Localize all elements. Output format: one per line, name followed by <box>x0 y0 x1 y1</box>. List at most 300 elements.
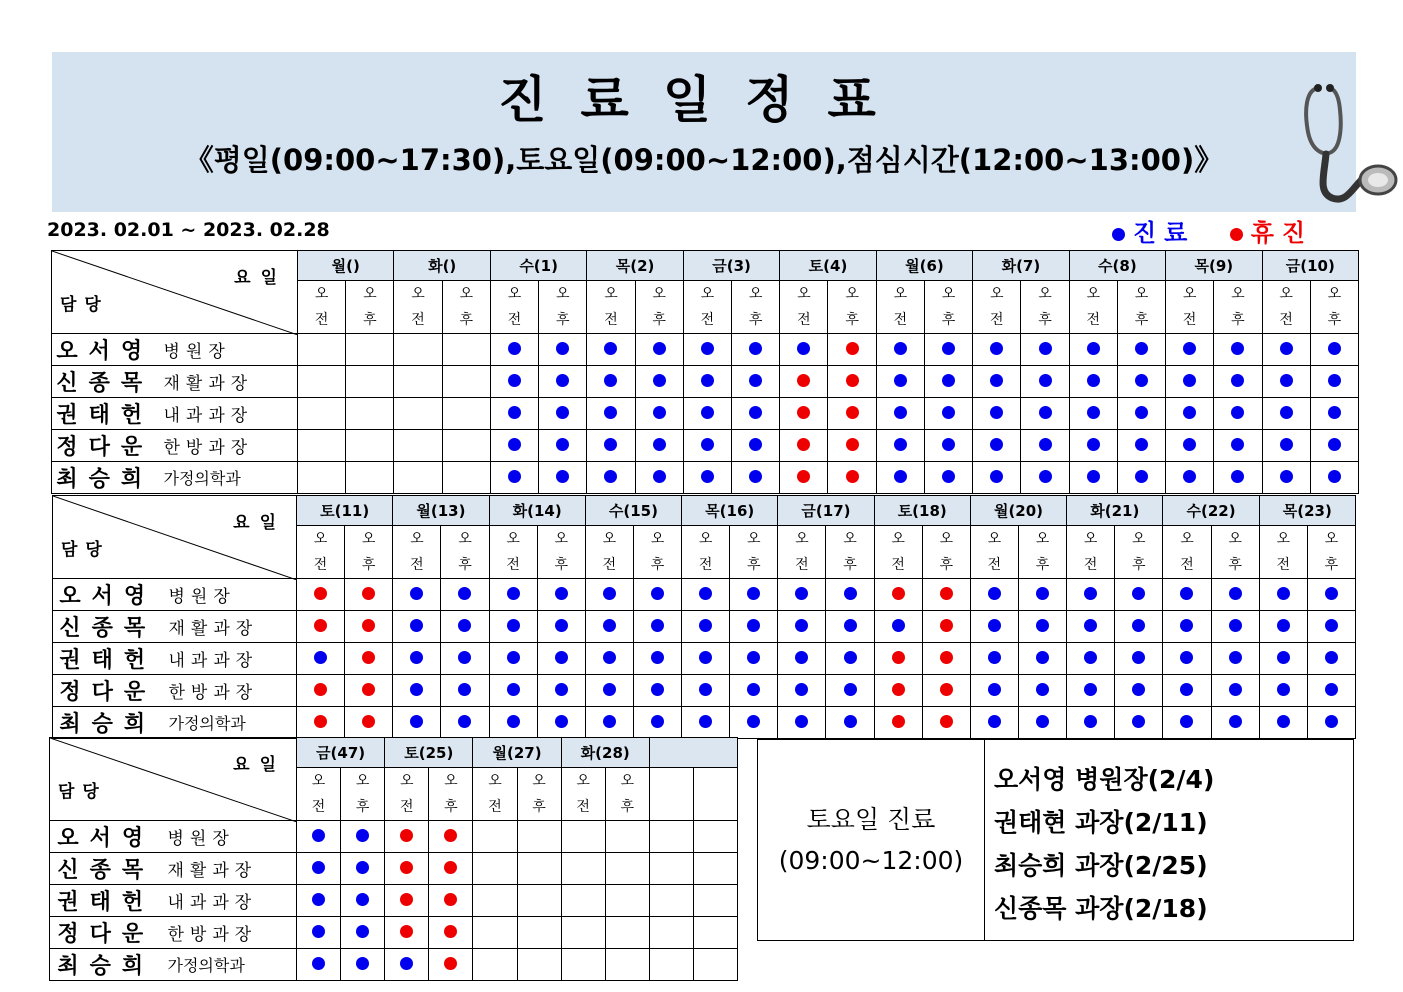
schedule-cell <box>874 707 922 739</box>
subheader-top: 오 <box>399 773 414 789</box>
treat-dot-icon <box>1277 587 1290 600</box>
treat-dot-icon <box>603 619 616 632</box>
closed-dot-icon <box>400 925 413 938</box>
schedule-cell <box>1259 675 1307 707</box>
schedule-cell <box>635 462 683 494</box>
treat-dot-icon <box>1231 406 1244 419</box>
schedule-cell <box>442 366 490 398</box>
schedule-cell <box>561 949 605 981</box>
day-header <box>649 738 737 768</box>
treat-dot-icon <box>1328 406 1341 419</box>
treat-dot-icon <box>604 342 617 355</box>
treat-dot-icon <box>1039 438 1052 451</box>
schedule-cell <box>537 707 585 739</box>
schedule-cell <box>605 821 649 853</box>
subheader-pm <box>442 281 490 334</box>
treat-dot-icon <box>1135 406 1148 419</box>
treat-dot-icon <box>1183 374 1196 387</box>
subheader-bottom: 후 <box>532 799 546 815</box>
legend-closed-label: 휴진 <box>1250 219 1314 247</box>
treat-dot-icon <box>1328 470 1341 483</box>
day-header: 수(22) <box>1163 496 1259 526</box>
schedule-cell <box>1259 707 1307 739</box>
schedule-cell <box>828 462 876 494</box>
schedule-cell <box>429 853 473 885</box>
schedule-cell <box>1211 707 1259 739</box>
subheader-top: 오 <box>361 531 376 547</box>
schedule-cell <box>297 885 341 917</box>
schedule-cell <box>693 853 737 885</box>
subheader-pm <box>341 768 385 821</box>
schedule-cell <box>828 430 876 462</box>
subheader-bottom: 전 <box>488 799 502 815</box>
schedule-cell <box>1211 579 1259 611</box>
schedule-cell <box>635 430 683 462</box>
subheader-top: 오 <box>576 773 590 789</box>
schedule-cell <box>298 366 346 398</box>
subheader-pm <box>826 526 874 579</box>
subheader-top: 오 <box>987 531 1002 547</box>
closed-dot-icon <box>892 715 905 728</box>
treat-dot-icon <box>1039 406 1052 419</box>
hours-subtitle: 《평일(09:00~17:30),토요일(09:00~12:00),점심시간(12:00~13:00)》 <box>184 143 1224 177</box>
treat-dot-icon <box>507 587 520 600</box>
schedule-cell <box>778 707 826 739</box>
schedule-cell <box>297 853 341 885</box>
schedule-cell <box>441 643 489 675</box>
schedule-cell <box>298 430 346 462</box>
schedule-cell <box>1307 675 1355 707</box>
schedule-cell <box>1307 707 1355 739</box>
corner-yoil: 요일 <box>234 268 287 288</box>
treat-dot-icon <box>990 470 1003 483</box>
schedule-cell <box>1115 611 1163 643</box>
subheader-am <box>490 281 538 334</box>
treat-dot-icon <box>508 406 521 419</box>
treat-dot-icon <box>844 683 857 696</box>
corner-yoil: 요일 <box>233 755 286 775</box>
schedule-cell <box>1214 462 1262 494</box>
schedule-cell <box>828 398 876 430</box>
schedule-cell <box>587 462 635 494</box>
schedule-cell <box>649 853 693 885</box>
closed-dot-icon <box>314 587 327 600</box>
schedule-cell <box>693 917 737 949</box>
subheader-top: 오 <box>355 773 370 789</box>
schedule-cell <box>587 334 635 366</box>
schedule-cell <box>633 611 681 643</box>
treat-dot-icon <box>749 374 762 387</box>
schedule-cell <box>1262 430 1310 462</box>
schedule-cell <box>394 366 442 398</box>
schedule-cell <box>429 885 473 917</box>
day-header: 화(7) <box>973 251 1069 281</box>
schedule-cell <box>473 821 517 853</box>
day-header: 금(10) <box>1262 251 1358 281</box>
schedule-cell <box>537 675 585 707</box>
treat-dot-icon <box>1084 683 1097 696</box>
subheader-pm <box>537 526 585 579</box>
header-banner <box>52 52 1356 212</box>
schedule-cell <box>1163 675 1211 707</box>
schedule-cell <box>1018 707 1066 739</box>
schedule-table-3 <box>49 737 738 981</box>
schedule-cell <box>970 579 1018 611</box>
subheader-top: 오 <box>604 286 618 302</box>
schedule-cell <box>1018 643 1066 675</box>
schedule-cell <box>517 917 561 949</box>
schedule-cell <box>970 707 1018 739</box>
treat-dot-icon <box>1328 374 1341 387</box>
treat-dot-icon <box>410 651 423 664</box>
schedule-cell <box>346 430 394 462</box>
schedule-cell <box>1117 430 1165 462</box>
subheader-pm <box>605 768 649 821</box>
closed-dot-icon <box>314 619 327 632</box>
treat-dot-icon <box>1180 715 1193 728</box>
subheader-top: 오 <box>507 286 522 302</box>
treat-dot-icon <box>1135 438 1148 451</box>
schedule-cell <box>730 579 778 611</box>
schedule-cell <box>587 430 635 462</box>
day-header: 화(14) <box>489 496 585 526</box>
schedule-cell <box>1211 643 1259 675</box>
doctor-name: 오서영 <box>53 579 163 611</box>
schedule-cell <box>442 462 490 494</box>
page-title: 진료일정표 <box>498 71 910 129</box>
schedule-cell <box>587 398 635 430</box>
subheader-bottom: 후 <box>458 557 472 573</box>
schedule-table-1 <box>51 250 1359 494</box>
day-header: 목(2) <box>587 251 683 281</box>
schedule-cell <box>394 334 442 366</box>
treat-dot-icon <box>653 438 666 451</box>
subheader-am <box>385 768 429 821</box>
treat-dot-icon <box>894 406 907 419</box>
doctor-name: 신종목 <box>52 366 158 398</box>
subheader-bottom: 전 <box>1182 312 1197 328</box>
treat-dot-icon <box>555 651 568 664</box>
treat-dot-icon <box>747 683 760 696</box>
treat-dot-icon <box>1036 619 1049 632</box>
day-header: 월(6) <box>876 251 972 281</box>
schedule-cell <box>924 334 972 366</box>
treat-dot-icon <box>1135 374 1148 387</box>
subheader-bottom: 전 <box>1276 557 1290 573</box>
subheader-top: 오 <box>1083 531 1098 547</box>
schedule-cell <box>683 334 731 366</box>
schedule-cell <box>826 643 874 675</box>
closed-dot-icon <box>892 651 905 664</box>
subheader-top: 오 <box>698 531 713 547</box>
closed-dot-icon <box>444 893 457 906</box>
subheader-pm <box>429 768 473 821</box>
treat-dot-icon <box>1325 715 1338 728</box>
treat-dot-icon <box>749 438 762 451</box>
subheader-bottom: 후 <box>555 312 570 328</box>
subheader-bottom: 후 <box>1038 312 1052 328</box>
treat-dot-icon <box>942 342 955 355</box>
subheader-bottom: 전 <box>410 557 424 573</box>
schedule-cell <box>297 611 345 643</box>
treat-dot-icon <box>1183 342 1196 355</box>
treat-dot-icon <box>356 861 369 874</box>
treat-dot-icon <box>1229 587 1242 600</box>
subheader-top: 오 <box>1279 286 1293 302</box>
subheader-am <box>1069 281 1117 334</box>
treat-dot-icon <box>1132 651 1145 664</box>
legend-closed <box>1230 219 1313 247</box>
schedule-cell <box>489 579 537 611</box>
schedule-cell <box>635 334 683 366</box>
treat-dot-icon <box>699 715 712 728</box>
treat-dot-icon <box>651 587 664 600</box>
subheader-top: 오 <box>459 286 474 302</box>
schedule-cell <box>298 334 346 366</box>
schedule-cell <box>826 579 874 611</box>
doctor-name: 권태헌 <box>53 643 163 675</box>
schedule-cell <box>1211 675 1259 707</box>
subheader-top: 오 <box>410 531 424 547</box>
treat-dot-icon <box>988 651 1001 664</box>
treat-dot-icon <box>701 438 714 451</box>
treat-dot-icon <box>747 619 760 632</box>
subheader-bottom: 전 <box>507 312 522 328</box>
treat-dot-icon <box>1280 374 1293 387</box>
schedule-cell <box>876 366 924 398</box>
treat-dot-icon <box>795 715 808 728</box>
subheader-bottom: 전 <box>797 312 811 328</box>
subheader-top: 오 <box>555 286 570 302</box>
treat-dot-icon <box>312 893 325 906</box>
subheader-top: 오 <box>748 286 763 302</box>
treat-dot-icon <box>604 470 617 483</box>
subheader-top: 오 <box>1038 286 1052 302</box>
schedule-cell <box>874 579 922 611</box>
schedule-cell <box>585 675 633 707</box>
doctor-name: 권태헌 <box>52 398 158 430</box>
schedule-cell <box>828 334 876 366</box>
subheader-pm <box>1211 526 1259 579</box>
schedule-cell <box>1069 398 1117 430</box>
schedule-cell <box>1262 366 1310 398</box>
closed-dot-icon <box>892 683 905 696</box>
closed-dot-icon <box>314 683 327 696</box>
treat-dot-icon <box>894 374 907 387</box>
treat-dot-icon <box>747 715 760 728</box>
schedule-cell <box>730 707 778 739</box>
schedule-cell <box>585 579 633 611</box>
treat-dot-icon <box>894 438 907 451</box>
subheader-top: 오 <box>602 531 617 547</box>
day-header: 목(16) <box>682 496 778 526</box>
schedule-cell <box>1115 675 1163 707</box>
treat-dot-icon <box>556 470 569 483</box>
subheader-bottom: 전 <box>314 312 329 328</box>
subheader-top: 오 <box>311 773 326 789</box>
subheader-pm <box>441 526 489 579</box>
day-header: 수(1) <box>490 251 586 281</box>
closed-dot-icon <box>940 619 953 632</box>
schedule-cell <box>393 707 441 739</box>
subheader-bottom: 전 <box>1086 312 1100 328</box>
schedule-cell <box>1021 430 1069 462</box>
schedule-cell <box>778 611 826 643</box>
treat-dot-icon <box>1231 374 1244 387</box>
subheader-empty <box>649 768 693 821</box>
corner-damdang: 담당 <box>61 540 110 560</box>
schedule-cell <box>1115 707 1163 739</box>
schedule-cell <box>1259 611 1307 643</box>
schedule-cell <box>826 611 874 643</box>
schedule-cell <box>605 885 649 917</box>
subheader-bottom: 전 <box>311 799 326 815</box>
closed-dot-icon <box>314 715 327 728</box>
schedule-cell <box>1310 334 1358 366</box>
treat-dot-icon <box>1039 470 1052 483</box>
treat-dot-icon <box>556 374 569 387</box>
schedule-cell <box>780 366 828 398</box>
subheader-bottom: 전 <box>313 557 328 573</box>
schedule-cell <box>778 675 826 707</box>
treat-dot-icon <box>1183 438 1196 451</box>
treat-dot-icon <box>458 651 471 664</box>
treat-dot-icon <box>892 619 905 632</box>
schedule-cell <box>1067 579 1115 611</box>
subheader-pm <box>346 281 394 334</box>
schedule-cell <box>1310 398 1358 430</box>
closed-dot-icon <box>400 861 413 874</box>
schedule-cell <box>732 334 780 366</box>
schedule-cell <box>539 366 587 398</box>
subheader-pm <box>1018 526 1066 579</box>
subheader-am <box>393 526 441 579</box>
treat-dot-icon <box>1087 438 1100 451</box>
schedule-cell <box>1259 579 1307 611</box>
treat-dot-icon <box>314 651 327 664</box>
day-header: 토(4) <box>780 251 876 281</box>
subheader-am <box>970 526 1018 579</box>
schedule-cell <box>1166 334 1214 366</box>
subheader-am <box>561 768 605 821</box>
closed-dot-icon <box>362 651 375 664</box>
subheader-pm <box>635 281 683 334</box>
treat-dot-icon <box>1277 619 1290 632</box>
schedule-cell <box>922 675 970 707</box>
schedule-cell <box>970 675 1018 707</box>
closed-dot-icon <box>940 587 953 600</box>
day-header: 토(11) <box>297 496 393 526</box>
schedule-cell <box>297 579 345 611</box>
doctor-role: 한방과장 <box>158 430 298 462</box>
schedule-cell <box>441 579 489 611</box>
schedule-cell <box>924 462 972 494</box>
treat-dot-icon <box>1231 342 1244 355</box>
subheader-top: 오 <box>795 531 809 547</box>
saturday-list-item: 신종목 과장(2/18) <box>994 894 1208 923</box>
schedule-cell <box>442 430 490 462</box>
schedule-cell <box>517 949 561 981</box>
subheader-bottom: 후 <box>845 312 859 328</box>
subheader-pm <box>1307 526 1355 579</box>
treat-dot-icon <box>1280 342 1293 355</box>
schedule-cell <box>346 462 394 494</box>
subheader-pm <box>730 526 778 579</box>
treat-dot-icon <box>1229 651 1242 664</box>
schedule-cell <box>876 398 924 430</box>
subheader-am <box>587 281 635 334</box>
subheader-top: 오 <box>1180 531 1194 547</box>
doctor-name: 정다운 <box>50 917 162 949</box>
schedule-cell <box>539 398 587 430</box>
subheader-top: 오 <box>1086 286 1100 302</box>
subheader-am <box>298 281 346 334</box>
schedule-cell <box>605 949 649 981</box>
schedule-cell <box>393 579 441 611</box>
schedule-cell <box>346 398 394 430</box>
subheader-top: 오 <box>746 531 761 547</box>
closed-dot-icon <box>940 651 953 664</box>
subheader-bottom: 후 <box>355 799 370 815</box>
subheader-pm <box>1115 526 1163 579</box>
subheader-bottom: 전 <box>893 312 908 328</box>
treat-dot-icon <box>1180 683 1193 696</box>
schedule-cell <box>473 917 517 949</box>
closed-dot-icon <box>846 342 859 355</box>
treat-dot-icon <box>1231 438 1244 451</box>
treat-dot-icon <box>458 587 471 600</box>
treat-dot-icon <box>1280 470 1293 483</box>
subheader-pm <box>633 526 681 579</box>
treat-dot-icon <box>1036 715 1049 728</box>
treat-dot-icon <box>651 619 664 632</box>
schedule-cell <box>345 579 393 611</box>
subheader-am <box>1262 281 1310 334</box>
schedule-cell <box>1067 611 1115 643</box>
schedule-cell <box>973 462 1021 494</box>
corner-damdang: 담당 <box>58 782 107 802</box>
subheader-pm <box>1310 281 1358 334</box>
schedule-cell <box>1069 366 1117 398</box>
subheader-top: 오 <box>891 531 905 547</box>
subheader-bottom: 후 <box>363 312 377 328</box>
treat-dot-icon <box>410 683 423 696</box>
schedule-cell <box>297 917 341 949</box>
treat-dot-icon <box>400 957 413 970</box>
schedule-cell <box>442 334 490 366</box>
subheader-top: 오 <box>1327 286 1342 302</box>
schedule-period: 2023. 02.01 ~ 2023. 02.28 <box>47 219 330 241</box>
schedule-cell <box>1262 462 1310 494</box>
closed-dot-icon <box>797 470 810 483</box>
legend-treat-label: 진료 <box>1133 219 1196 247</box>
saturday-title: 토요일 진료 <box>806 805 936 834</box>
treat-dot-icon <box>1277 683 1290 696</box>
schedule-cell <box>441 611 489 643</box>
schedule-cell <box>489 611 537 643</box>
day-header: 화() <box>394 251 490 281</box>
schedule-cell <box>635 398 683 430</box>
doctor-role: 한방과장 <box>163 675 297 707</box>
treat-dot-icon <box>410 587 423 600</box>
day-header: 월(20) <box>970 496 1066 526</box>
treat-dot-icon <box>1084 619 1097 632</box>
doctor-name: 신종목 <box>53 611 163 643</box>
treat-dot-icon <box>312 925 325 938</box>
schedule-cell <box>489 707 537 739</box>
treat-dot-icon <box>1325 651 1338 664</box>
closed-dot-icon <box>444 861 457 874</box>
